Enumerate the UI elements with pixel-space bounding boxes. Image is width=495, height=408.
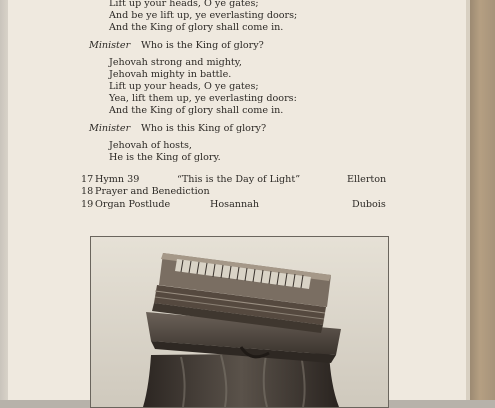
program-title-hymn: “This is the Day of Light” xyxy=(177,174,301,185)
verse-line-3: And the King of glory shall come in. xyxy=(109,22,284,33)
program-number-18: 18 xyxy=(81,186,94,197)
harmonium-photo xyxy=(90,236,389,408)
verse-line-8: And the King of glory shall come in. xyxy=(109,105,284,116)
booklet-spine xyxy=(470,0,495,400)
minister-label-1: Minister xyxy=(89,40,131,51)
program-number-17: 17 xyxy=(81,174,94,185)
verse-line-7: Yea, lift them up, ye everlasting doors: xyxy=(109,93,297,104)
program-item-hymn: Hymn 39 xyxy=(95,174,140,185)
verse-line-1: Lift up your heads, O ye gates; xyxy=(109,0,259,9)
program-composer-ellerton: Ellerton xyxy=(347,174,387,185)
scan-background-left xyxy=(0,0,8,400)
program-item-prayer: Prayer and Benediction xyxy=(95,186,210,197)
harmonium-illustration xyxy=(91,237,388,407)
minister-label-2: Minister xyxy=(89,123,131,134)
minister-question-1: Who is the King of glory? xyxy=(141,40,264,51)
program-item-postlude: Organ Postlude xyxy=(95,199,171,210)
verse-line-2: And be ye lift up, ye everlasting doors; xyxy=(109,10,298,21)
program-number-19: 19 xyxy=(81,199,94,210)
minister-question-2: Who is this King of glory? xyxy=(141,123,267,134)
program-page xyxy=(8,0,466,400)
verse-line-5: Jehovah mighty in battle. xyxy=(109,69,232,80)
verse-line-4: Jehovah strong and mighty, xyxy=(109,57,242,68)
verse-line-6: Lift up your heads, O ye gates; xyxy=(109,81,259,92)
program-title-hosannah: Hosannah xyxy=(210,199,260,210)
verse-line-9: Jehovah of hosts, xyxy=(109,140,192,151)
verse-line-10: He is the King of glory. xyxy=(109,152,221,163)
program-composer-dubois: Dubois xyxy=(352,199,386,210)
